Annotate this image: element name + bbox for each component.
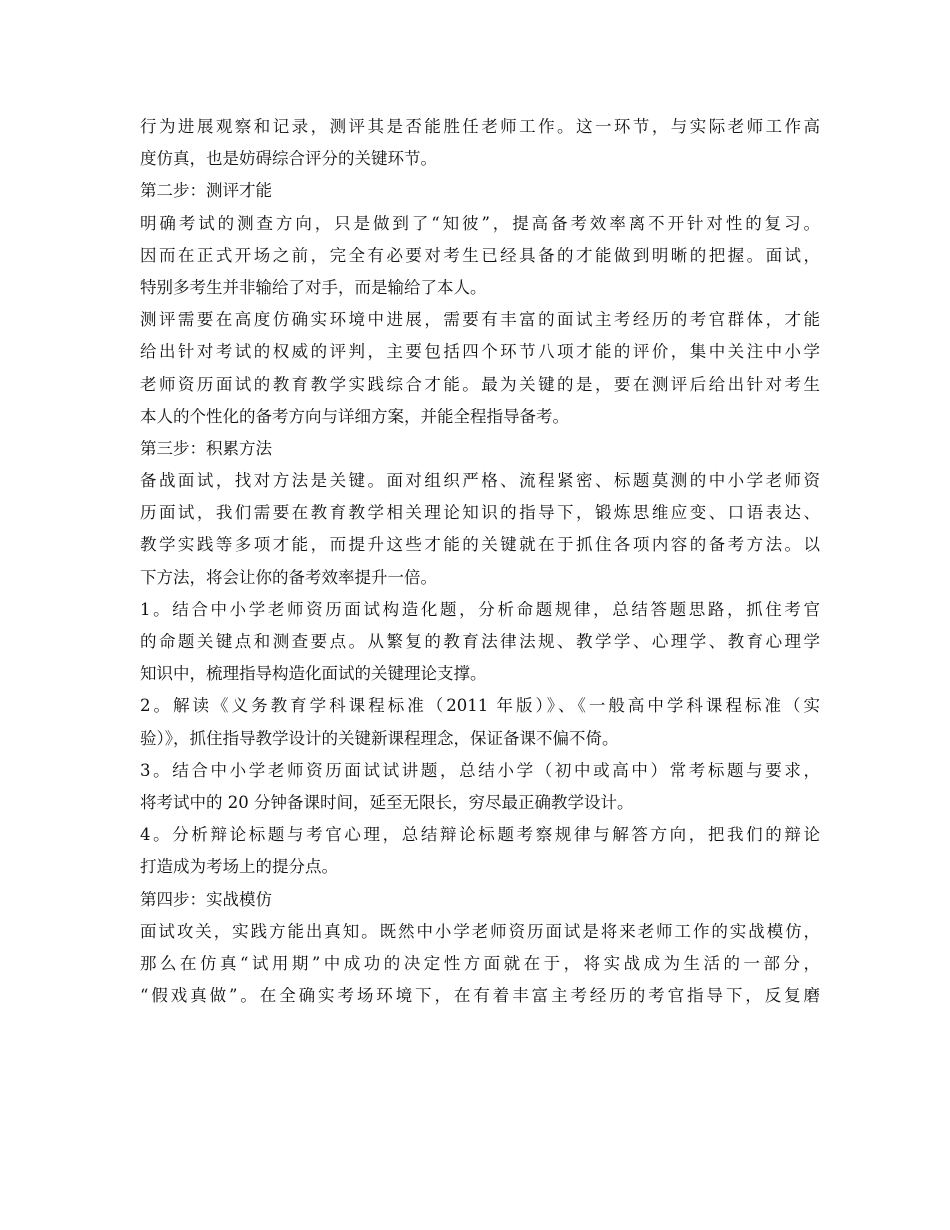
- paragraph-line: 特别多考生并非输给了对手，而是输给了本人。: [140, 277, 487, 297]
- paragraph-line: 将考试中的 20 分钟备课时间，延至无限长，穷尽最正确教学设计。: [140, 792, 634, 812]
- section-heading: 第三步：积累方法: [140, 438, 272, 458]
- section-heading: 第四步：实战模仿: [140, 889, 272, 909]
- paragraph-line: 备战面试，找对方法是关键。面对组织严格、流程紧密、标题莫测的中小学老师资: [140, 471, 820, 491]
- paragraph-line: 那么在仿真“试用期”中成功的决定性方面就在于，将实战成为生活的一部分，: [140, 953, 820, 973]
- paragraph-line: 本人的个性化的备考方向与详细方案，并能全程指导备考。: [140, 406, 569, 426]
- section-heading: 第二步：测评才能: [140, 181, 272, 201]
- paragraph-line: 历面试，我们需要在教育教学相关理论知识的指导下，锻炼思维应变、口语表达、: [140, 503, 820, 523]
- paragraph-line: 测评需要在高度仿确实环境中进展，需要有丰富的面试主考经历的考官群体，才能: [140, 310, 820, 330]
- paragraph-line: 1。结合中小学老师资历面试构造化题，分析命题规律，总结答题思路，抓住考官: [140, 599, 820, 619]
- paragraph-line: 教学实践等多项才能，而提升这些才能的关键就在于抓住各项内容的备考方法。以: [140, 535, 820, 555]
- paragraph-line: 的命题关键点和测查要点。从繁复的教育法律法规、教学学、心理学、教育心理学: [140, 632, 820, 651]
- paragraph-line: 下方法，将会让你的备考效率提升一倍。: [140, 567, 437, 587]
- paragraph-line: 给出针对考试的权威的评判，主要包括四个环节八项才能的评价，集中关注中小学: [140, 342, 820, 362]
- paragraph-line: “假戏真做”。在全确实考场环境下，在有着丰富主考经历的考官指导下，反复磨: [140, 986, 820, 1006]
- paragraph-line: 因而在正式开场之前，完全有必要对考生已经具备的才能做到明晰的把握。面试，: [140, 245, 820, 265]
- paragraph-line: 打造成为考场上的提分点。: [140, 857, 338, 877]
- paragraph-line: 3。结合中小学老师资历面试试讲题，总结小学（初中或高中）常考标题与要求，: [140, 760, 820, 780]
- paragraph-line: 2。解读《义务教育学科课程标准（2011 年版）》、《一般高中学科课程标准（实: [140, 696, 820, 716]
- document-body: [140, 111, 820, 1012]
- paragraph-line: 4。分析辩论标题与考官心理，总结辩论标题考察规律与解答方向，把我们的辩论: [140, 825, 820, 845]
- paragraph-line: 行为进展观察和记录，测评其是否能胜任老师工作。这一环节，与实际老师工作高: [140, 117, 820, 136]
- paragraph-line: 验）》，抓住指导教学设计的关键新课程理念，保证备课不偏不倚。: [140, 728, 619, 748]
- paragraph-line: 知识中，梳理指导构造化面试的关键理论支撑。: [140, 664, 487, 684]
- paragraph-line: 度仿真，也是妨碍综合评分的关键环节。: [140, 149, 437, 169]
- paragraph-line: 面试攻关，实践方能出真知。既然中小学老师资历面试是将来老师工作的实战模仿，: [140, 921, 820, 941]
- paragraph-line: 明确考试的测查方向，只是做到了“知彼”，提高备考效率离不开针对性的复习。: [140, 213, 820, 233]
- paragraph-line: 老师资历面试的教育教学实践综合才能。最为关键的是，要在测评后给出针对考生: [140, 374, 820, 394]
